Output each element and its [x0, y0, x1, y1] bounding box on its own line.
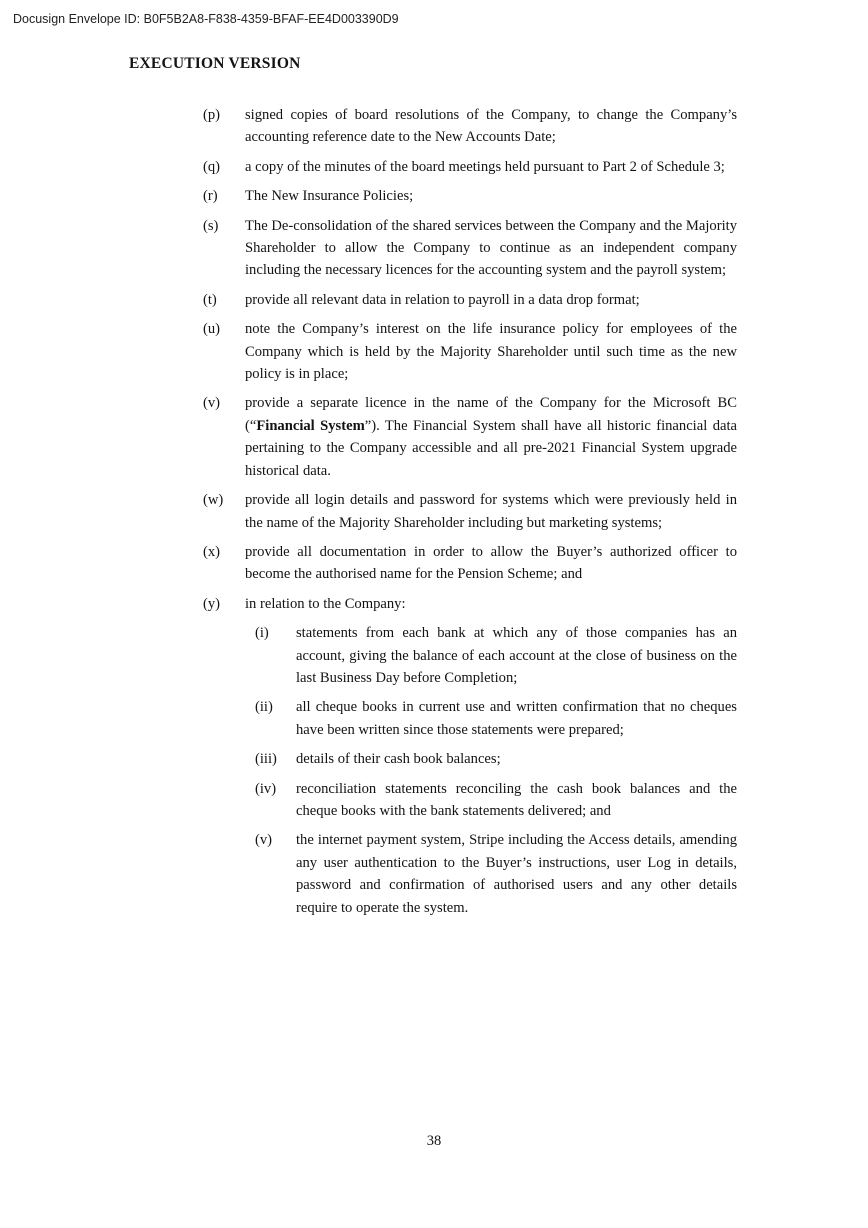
clause-text: provide all relevant data in relation to payroll in a data drop format; [245, 291, 640, 308]
clause-text: The De-consolidation of the shared services between the Company and the Majority Shareholder to allow the Company to continue as an independent company including the necessary licences for the accounting system and the payroll system; [245, 217, 737, 279]
clause-item [255, 829, 738, 919]
clause-label: (i) [255, 625, 269, 642]
clause-label: (t) [203, 291, 217, 308]
clause-item [203, 185, 738, 207]
execution-version-heading: EXECUTION VERSION [129, 55, 301, 72]
clause-list [203, 104, 738, 926]
clause-item [203, 215, 738, 282]
clause-item [203, 392, 738, 482]
clause-text-segment: ”). The Financial System shall have all historic financial data pertaining to the Company accessible and all pre-2021 Financial System upgrade historical data. [245, 417, 737, 479]
clause-text: signed copies of board resolutions of the Company, to change the Company’s accounting reference date to the New Accounts Date; [245, 107, 737, 146]
clause-item [255, 622, 738, 689]
clause-label: (p) [203, 107, 221, 123]
clause-item [255, 778, 738, 823]
clause-text: provide all documentation in order to allow the Buyer’s authorized officer to become the authorised name for the Pension Scheme; and [245, 543, 737, 583]
clause-item [203, 156, 738, 178]
clause-label: (v) [255, 832, 273, 849]
clause-label: (ii) [255, 699, 273, 716]
clause-text: details of their cash book balances; [296, 751, 501, 768]
docusign-envelope-id: Docusign Envelope ID: B0F5B2A8-F838-4359-BFAF-EE4D003390D9 [13, 12, 399, 26]
clause-text: reconciliation statements reconciling the cash book balances and the cheque books with the bank statements delivered; and [296, 780, 737, 819]
clause-label: (v) [203, 395, 221, 412]
clause-text-segment: provide a separate licence in the name of the Company for the Microsoft BC (“ [245, 395, 737, 434]
clause-item [203, 541, 738, 586]
clause-label: (s) [203, 217, 219, 234]
clause-item [255, 696, 738, 741]
clause-label: (u) [203, 321, 221, 338]
clause-label: (w) [203, 492, 224, 509]
clause-item [203, 489, 738, 534]
clause-label: (q) [203, 158, 221, 175]
defined-term: Financial System [256, 417, 365, 434]
clause-item [203, 104, 738, 149]
page-number: 38 [426, 1133, 442, 1149]
clause-text: statements from each bank at which any of those companies has an account, giving the balance of each account at the close of business on the last Business Day before Completion; [296, 625, 737, 686]
clause-label: (iv) [255, 780, 277, 797]
clause-text: The New Insurance Policies; [245, 188, 414, 205]
clause-item [203, 318, 738, 385]
clause-text: note the Company’s interest on the life insurance policy for employees of the Company which is held by the Majority Shareholder until such time as the new policy is in place; [245, 321, 737, 383]
clause-label: (r) [203, 188, 218, 205]
sub-clause-list [255, 622, 738, 919]
clause-text: provide all login details and password for systems which were previously held in the name of the Majority Shareholder including but marketing systems; [245, 492, 737, 531]
clause-text: all cheque books in current use and written confirmation that no cheques have been written since those statements were prepared; [296, 699, 737, 738]
clause-text: in relation to the Company: [245, 595, 406, 612]
clause-label: (y) [203, 595, 221, 612]
clause-text: a copy of the minutes of the board meetings held pursuant to Part 2 of Schedule 3; [245, 158, 725, 175]
clause-label: (x) [203, 543, 221, 560]
clause-label: (iii) [255, 751, 277, 768]
clause-item [203, 593, 738, 615]
clause-text: the internet payment system, Stripe including the Access details, amending any user authentication to the Buyer’s instructions, user Log in details, password and confirmation of authorised users and any other details require to operate the system. [296, 832, 737, 916]
clause-item [203, 289, 738, 311]
clause-text [245, 392, 737, 482]
clause-item [255, 748, 738, 770]
